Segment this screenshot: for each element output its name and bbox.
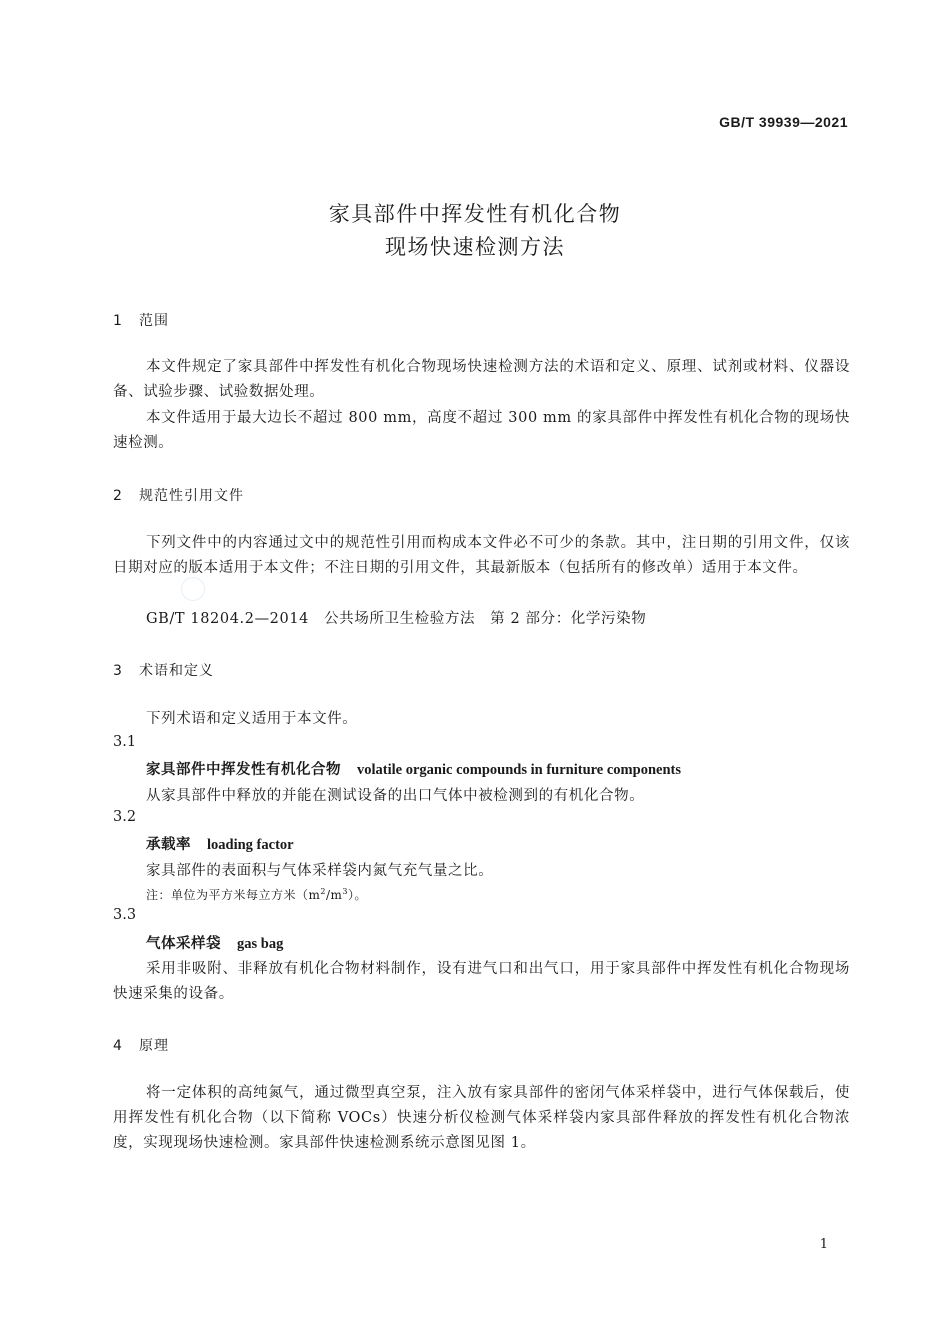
- section-number: 1: [113, 313, 123, 329]
- term-number-3-3: 3.3: [113, 907, 137, 923]
- term-3-1: [146, 758, 681, 779]
- document-title-line-1: 家具部件中挥发性有机化合物: [328, 202, 622, 226]
- term-chinese: 家具部件中挥发性有机化合物: [146, 762, 341, 778]
- section-title: 规范性引用文件: [139, 488, 244, 504]
- term-3-3-definition: 采用非吸附、非释放有机化合物材料制作，设有进气口和出气口，用于家具部件中挥发性有机化合物现场快速采集的设备。: [113, 961, 850, 1002]
- principle-paragraph: 将一定体积的高纯氮气，通过微型真空泵，注入放有家具部件的密闭气体采样袋中，进行气体保载后，使用挥发性有机化合物（以下简称 VOCs）快速分析仪检测气体采样袋内家具部件释放的挥发性有机化合物浓度，实现现场快速检测。家具部件快速检测系统示意图见图 1。: [113, 1085, 850, 1151]
- document-title-line-2: 现场快速检测方法: [385, 235, 565, 259]
- term-3-2-note: [146, 886, 367, 903]
- term-english: loading factor: [207, 837, 294, 853]
- section-heading-terms: [113, 660, 214, 680]
- section-number: 2: [113, 488, 123, 504]
- standard-number: GB/T 39939—2021: [719, 114, 848, 130]
- references-paragraph: 下列文件中的内容通过文中的规范性引用而构成本文件必不可少的条款。其中，注日期的引用文件，仅该日期对应的版本适用于本文件；不注日期的引用文件，其最新版本（包括所有的修改单）适用于本文件。: [113, 535, 850, 576]
- term-chinese: 气体采样袋: [146, 936, 221, 952]
- section-heading-principle: [113, 1035, 169, 1055]
- term-3-2: [146, 833, 294, 854]
- term-english: volatile organic compounds in furniture components: [357, 762, 681, 778]
- term-number-3-2: 3.2: [113, 809, 137, 825]
- watermark-logo: [181, 577, 205, 601]
- term-3-3: [146, 932, 283, 953]
- section-title: 术语和定义: [139, 663, 214, 679]
- note-text: 注：单位为平方米每立方米（m: [146, 888, 321, 902]
- note-exponent: 2: [320, 887, 326, 896]
- term-chinese: 承载率: [146, 837, 191, 853]
- section-number: 3: [113, 663, 123, 679]
- term-number-3-1: 3.1: [113, 734, 137, 750]
- section-number: 4: [113, 1038, 123, 1054]
- page-number: 1: [819, 1237, 828, 1252]
- note-exponent: 3: [342, 887, 348, 896]
- section-heading-scope: [113, 310, 169, 330]
- term-english: gas bag: [237, 936, 284, 952]
- section-heading-normative-references: [113, 485, 244, 505]
- reference-gbt-18204: GB/T 18204.2—2014 公共场所卫生检验方法 第 2 部分：化学污染物: [146, 611, 647, 627]
- section-title: 原理: [139, 1038, 169, 1054]
- terms-intro: 下列术语和定义适用于本文件。: [146, 711, 358, 727]
- scope-paragraph-2: 本文件适用于最大边长不超过 800 mm，高度不超过 300 mm 的家具部件中挥发性有机化合物的现场快速检测。: [113, 410, 850, 451]
- scope-paragraph-1: 本文件规定了家具部件中挥发性有机化合物现场快速检测方法的术语和定义、原理、试剂或材料、仪器设备、试验步骤、试验数据处理。: [113, 359, 850, 400]
- term-3-2-definition: 家具部件的表面积与气体采样袋内氮气充气量之比。: [146, 863, 494, 879]
- term-3-1-definition: 从家具部件中释放的并能在测试设备的出口气体中被检测到的有机化合物。: [146, 788, 645, 804]
- section-title: 范围: [139, 313, 169, 329]
- note-text: /m: [325, 888, 343, 902]
- note-text: ）。: [348, 888, 368, 902]
